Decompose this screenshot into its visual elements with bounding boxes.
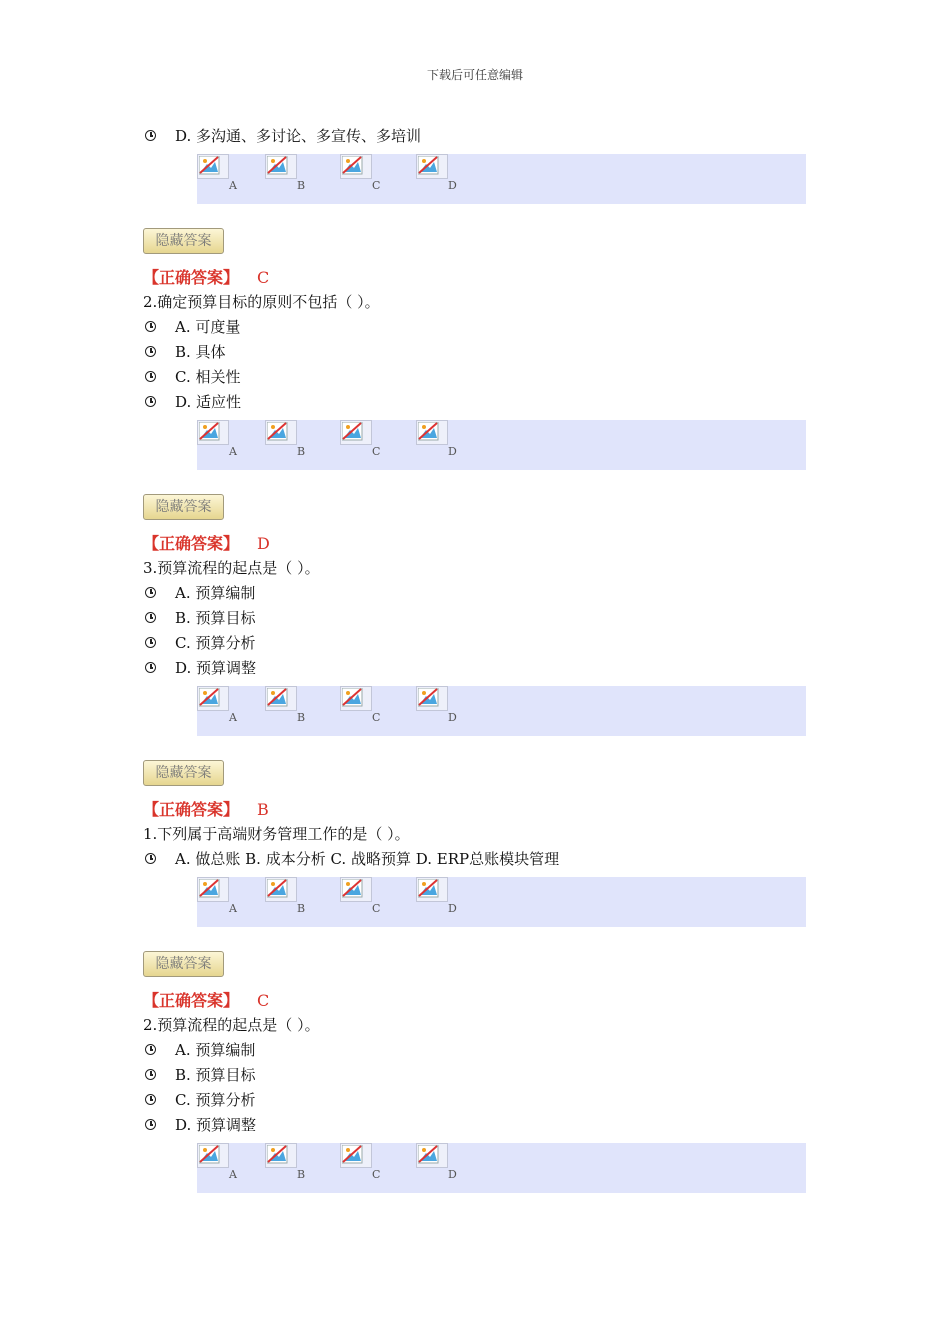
choice-d[interactable] xyxy=(416,154,457,200)
choice-label: C xyxy=(372,1168,381,1181)
radio-icon[interactable] xyxy=(145,321,156,332)
broken-image-icon xyxy=(265,154,297,179)
choice-label: B xyxy=(297,711,306,724)
option-b[interactable] xyxy=(143,606,823,631)
option-b[interactable] xyxy=(143,340,823,365)
option-label: D. 多沟通、多讨论、多宣传、多培训 xyxy=(175,127,422,145)
broken-image-icon xyxy=(340,686,372,711)
choice-label: C xyxy=(372,902,381,915)
correct-answer xyxy=(143,265,823,290)
broken-image-icon xyxy=(197,877,229,902)
option-d[interactable] xyxy=(143,656,823,681)
option-label: A. 预算编制 xyxy=(175,1041,256,1059)
choice-b[interactable] xyxy=(265,877,306,923)
radio-icon[interactable] xyxy=(145,853,156,864)
radio-icon[interactable] xyxy=(145,346,156,357)
choice-label: A xyxy=(229,711,237,724)
question-text: 3.预算流程的起点是（ ）。 xyxy=(143,559,320,577)
choice-label: A xyxy=(229,902,237,915)
choice-label: D xyxy=(448,1168,457,1181)
choice-b[interactable] xyxy=(265,420,306,466)
choice-images xyxy=(197,420,806,470)
choice-label: D xyxy=(448,445,457,458)
choice-label: C xyxy=(372,711,381,724)
choice-images xyxy=(197,1143,806,1193)
question-list xyxy=(143,124,823,1193)
answer-value: C xyxy=(257,991,270,1010)
choice-c[interactable] xyxy=(340,154,381,200)
choice-label: A xyxy=(229,1168,237,1181)
choice-label: B xyxy=(297,445,306,458)
hide-answer-button[interactable]: 隐藏答案 xyxy=(143,951,224,977)
option-c[interactable] xyxy=(143,1088,823,1113)
choice-c[interactable] xyxy=(340,686,381,732)
answer-prefix: 【正确答案】 xyxy=(143,991,240,1010)
choice-label: C xyxy=(372,445,381,458)
broken-image-icon xyxy=(197,420,229,445)
hide-answer-button[interactable]: 隐藏答案 xyxy=(143,760,224,786)
broken-image-icon xyxy=(340,154,372,179)
answer-value: C xyxy=(257,268,270,287)
broken-image-icon xyxy=(265,1143,297,1168)
choice-images xyxy=(197,686,806,736)
question-text: 2.确定预算目标的原则不包括（ ）。 xyxy=(143,293,380,311)
choice-label: A xyxy=(229,445,237,458)
broken-image-icon xyxy=(197,154,229,179)
choice-label: B xyxy=(297,179,306,192)
answer-prefix: 【正确答案】 xyxy=(143,268,240,287)
option-label: C. 预算分析 xyxy=(175,1091,256,1109)
radio-icon[interactable] xyxy=(145,130,156,141)
question-block xyxy=(143,124,823,290)
choice-d[interactable] xyxy=(416,877,457,923)
radio-icon[interactable] xyxy=(145,662,156,673)
question-text: 1.下列属于高端财务管理工作的是（ ）。 xyxy=(143,825,410,843)
option-label: B. 预算目标 xyxy=(175,609,256,627)
choice-label: D xyxy=(448,711,457,724)
radio-icon[interactable] xyxy=(145,1119,156,1130)
question-block xyxy=(143,556,823,822)
answer-value: D xyxy=(257,534,270,553)
option-label: D. 适应性 xyxy=(175,393,242,411)
answer-prefix: 【正确答案】 xyxy=(143,534,240,553)
option-d[interactable] xyxy=(143,1113,823,1138)
broken-image-icon xyxy=(197,686,229,711)
broken-image-icon xyxy=(416,877,448,902)
broken-image-icon xyxy=(340,420,372,445)
broken-image-icon xyxy=(197,1143,229,1168)
page-header: 下载后可任意编辑 xyxy=(426,68,523,82)
correct-answer xyxy=(143,797,823,822)
option-label: A. 可度量 xyxy=(175,318,241,336)
correct-answer xyxy=(143,988,823,1013)
radio-icon[interactable] xyxy=(145,1044,156,1055)
option-d[interactable] xyxy=(143,124,823,149)
choice-label: B xyxy=(297,1168,306,1181)
choice-c[interactable] xyxy=(340,877,381,923)
radio-icon[interactable] xyxy=(145,587,156,598)
question-block xyxy=(143,290,823,556)
choice-a[interactable] xyxy=(197,420,237,466)
choice-images xyxy=(197,877,806,927)
broken-image-icon xyxy=(265,877,297,902)
choice-b[interactable] xyxy=(265,154,306,200)
option-all[interactable] xyxy=(143,847,823,872)
choice-images xyxy=(197,154,806,204)
question-block xyxy=(143,1013,823,1193)
choice-label: D xyxy=(448,902,457,915)
choice-d[interactable] xyxy=(416,420,457,466)
radio-icon[interactable] xyxy=(145,1069,156,1080)
option-c[interactable] xyxy=(143,365,823,390)
broken-image-icon xyxy=(416,154,448,179)
choice-label: A xyxy=(229,179,237,192)
broken-image-icon xyxy=(340,877,372,902)
choice-a[interactable] xyxy=(197,686,237,732)
question-text: 2.预算流程的起点是（ ）。 xyxy=(143,1016,320,1034)
option-label: D. 预算调整 xyxy=(175,659,257,677)
radio-icon[interactable] xyxy=(145,1094,156,1105)
choice-d[interactable] xyxy=(416,686,457,732)
option-a[interactable] xyxy=(143,315,823,340)
broken-image-icon xyxy=(416,686,448,711)
broken-image-icon xyxy=(416,1143,448,1168)
option-a[interactable] xyxy=(143,1038,823,1063)
correct-answer xyxy=(143,531,823,556)
broken-image-icon xyxy=(265,686,297,711)
option-c[interactable] xyxy=(143,631,823,656)
radio-icon[interactable] xyxy=(145,612,156,623)
choice-a[interactable] xyxy=(197,154,237,200)
choice-label: B xyxy=(297,902,306,915)
choice-label: D xyxy=(448,179,457,192)
radio-icon[interactable] xyxy=(145,371,156,382)
option-label: B. 具体 xyxy=(175,343,226,361)
option-label: C. 相关性 xyxy=(175,368,241,386)
option-label: A. 预算编制 xyxy=(175,584,256,602)
option-b[interactable] xyxy=(143,1063,823,1088)
choice-b[interactable] xyxy=(265,1143,306,1189)
choice-label: C xyxy=(372,179,381,192)
hide-answer-button[interactable]: 隐藏答案 xyxy=(143,494,224,520)
answer-prefix: 【正确答案】 xyxy=(143,800,240,819)
radio-icon[interactable] xyxy=(145,396,156,407)
option-d[interactable] xyxy=(143,390,823,415)
choice-c[interactable] xyxy=(340,1143,381,1189)
question-block xyxy=(143,822,823,1013)
option-a[interactable] xyxy=(143,581,823,606)
broken-image-icon xyxy=(340,1143,372,1168)
choice-a[interactable] xyxy=(197,1143,237,1189)
answer-value: B xyxy=(257,800,269,819)
option-label: A. 做总账 B. 成本分析 C. 战略预算 D. ERP总账模块管理 xyxy=(175,850,560,868)
choice-b[interactable] xyxy=(265,686,306,732)
option-label: B. 预算目标 xyxy=(175,1066,256,1084)
option-label: D. 预算调整 xyxy=(175,1116,257,1134)
broken-image-icon xyxy=(416,420,448,445)
broken-image-icon xyxy=(265,420,297,445)
choice-a[interactable] xyxy=(197,877,237,923)
radio-icon[interactable] xyxy=(145,637,156,648)
choice-d[interactable] xyxy=(416,1143,457,1189)
hide-answer-button[interactable]: 隐藏答案 xyxy=(143,228,224,254)
choice-c[interactable] xyxy=(340,420,381,466)
option-label: C. 预算分析 xyxy=(175,634,256,652)
